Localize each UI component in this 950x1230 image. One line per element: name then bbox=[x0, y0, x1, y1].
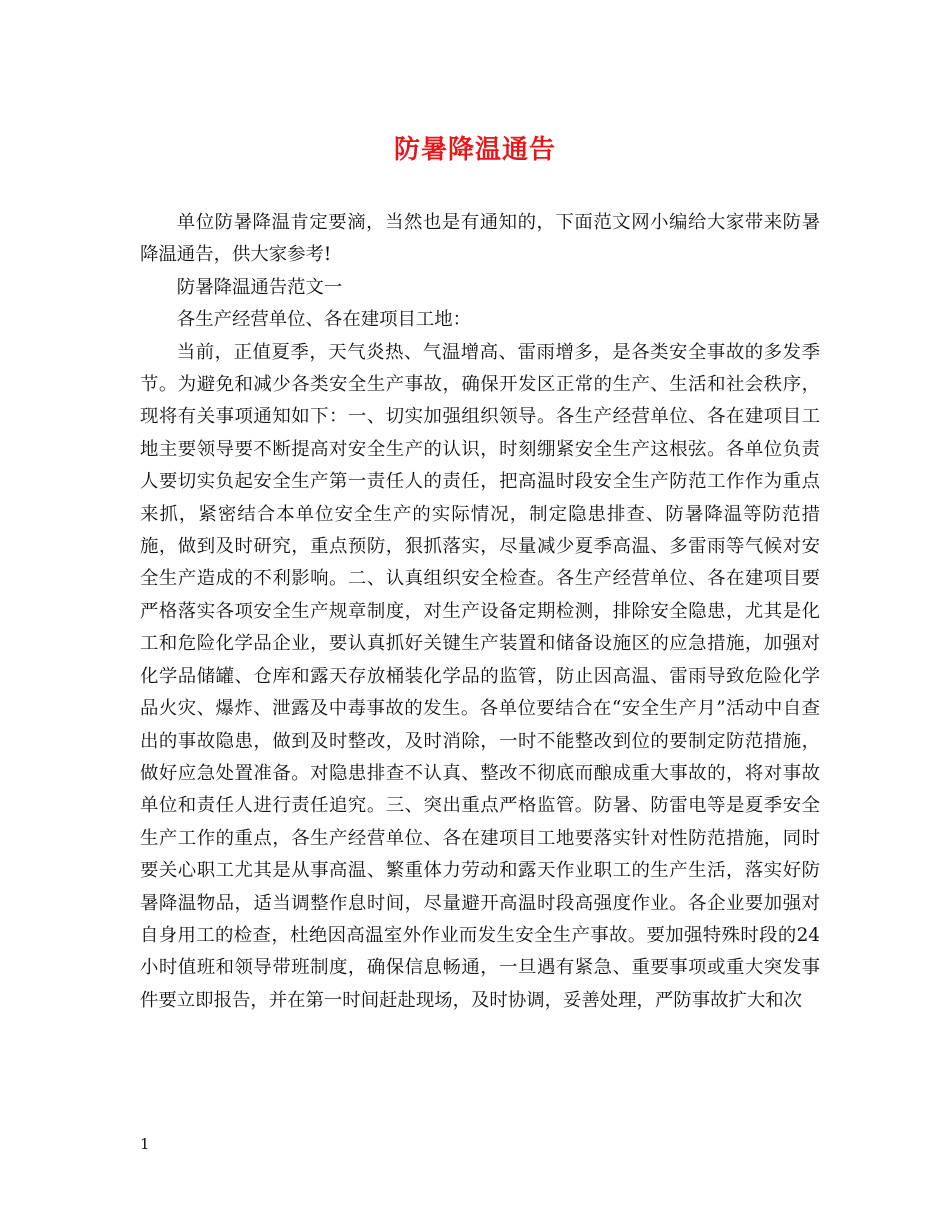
section-heading: 防暑降温通告范文一 bbox=[176, 276, 343, 298]
page-number: 1 bbox=[140, 1135, 150, 1153]
main-paragraph: 当前，正值夏季，天气炎热、气温增高、雷雨增多，是各类安全事故的多发季节。为避免和减少各类安全生产事故，确保开发区正常的生产、生活和社会秩序，现将有关事项通知如下：一、切实加强组织领导。各生产经营单位、各在建项目工地主要领导要不断提高对安全生产的认识，时刻绷紧安全生产这根弦。各单位负责人要切实负起安全生产第一责任人的责任，把高温时段安全生产防范工作作为重点来抓，紧密结合本单位安全生产的实际情况，制定隐患排查、防暑降温等防范措施，做到及时研究，重点预防，狠抓落实，尽量减少夏季高温、多雷雨等气候对安全生产造成的不利影响。二、认真组织安全检查。各生产经营单位、各在建项目要严格落实各项安全生产规章制度，对生产设备定期检测，排除安全隐患，尤其是化工和危险化学品企业，要认真抓好关键生产装置和储备设施区的应急措施，加强对化学品储罐、仓库和露天存放桶装化学品的监管，防止因高温、雷雨导致危险化学品火灾、爆炸、泄露及中毒事故的发生。各单位要结合在“安全生产月”活动中自查出的事故隐患，做到及时整改，及时消除，一时不能整改到位的要制定防范措施，做好应急处置准备。对隐患排查不认真、整改不彻底而酿成重大事故的，将对事故单位和责任人进行责任追究。三、突出重点严格监管。防暑、防雷电等是夏季安全生产工作的重点，各生产经营单位、各在建项目工地要落实针对性防范措施，同时要关心职工尤其是从事高温、繁重体力劳动和露天作业职工的生产生活，落实好防暑降温物品，适当调整作息时间，尽量避开高温时段高强度作业。各企业要加强对自身用工的检查，杜绝因高温室外作业而发生安全生产事故。要加强特殊时段的24小时值班和领导带班制度，确保信息畅通，一旦遇有紧急、重要事项或重大突发事件要立即报告，并在第一时间赶赴现场，及时协调，妥善处理，严防事故扩大和次 bbox=[140, 341, 820, 1011]
document-title: 防暑降温通告 bbox=[393, 135, 556, 165]
intro-paragraph: 单位防暑降温肯定要滴，当然也是有通知的，下面范文网小编给大家带来防暑降温通告，供大家参考! bbox=[140, 212, 820, 266]
document-body bbox=[140, 207, 820, 1017]
salutation: 各生产经营单位、各在建项目工地： bbox=[176, 309, 472, 331]
